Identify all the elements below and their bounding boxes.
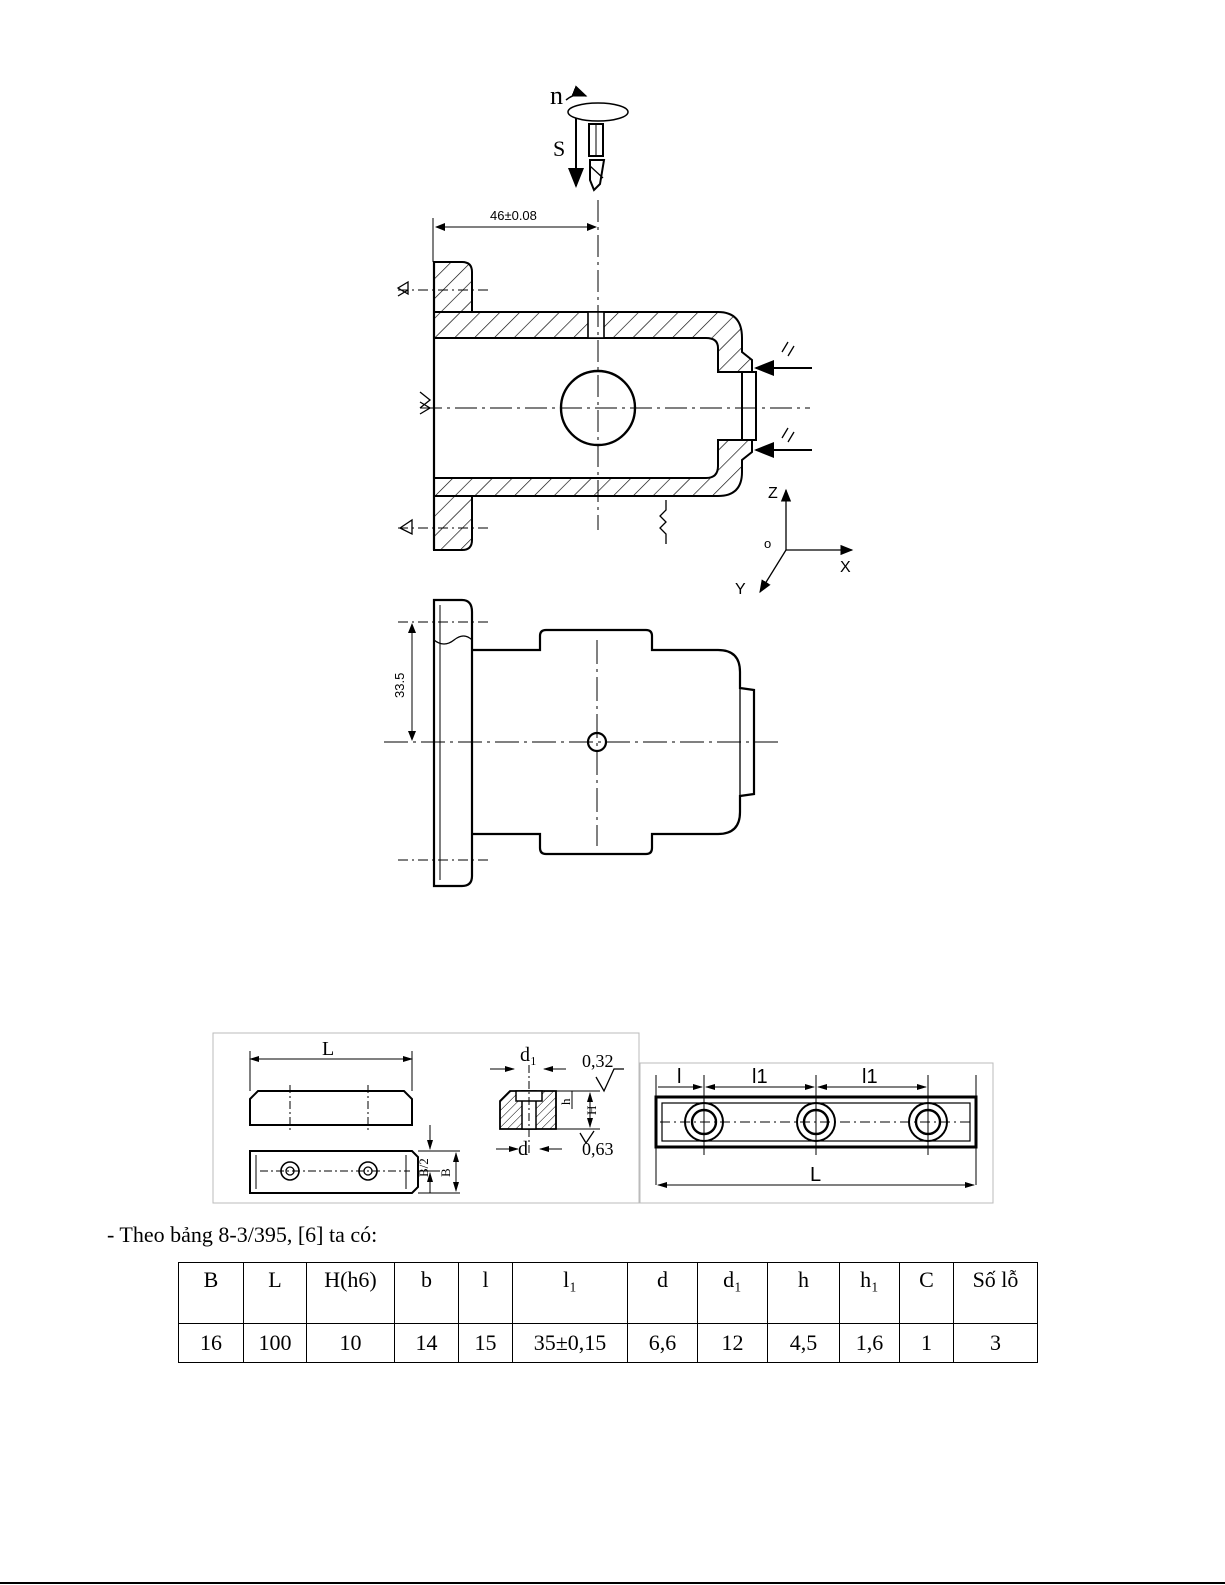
- plate-length-label-right: L: [810, 1164, 822, 1186]
- header-cell: l₁: [513, 1263, 628, 1324]
- coordinate-axes: [735, 485, 852, 598]
- table-row: [179, 1324, 1038, 1363]
- hole-diameter-label: d: [518, 1138, 528, 1160]
- header-cell: h₁: [840, 1263, 900, 1324]
- table-intro-text: - Theo bảng 8-3/395, [6] ta có:: [107, 1222, 378, 1247]
- table-cell: 4,5: [768, 1324, 840, 1363]
- spec-table: [178, 1262, 1038, 1363]
- hole-pitch-label-2: l1: [862, 1066, 878, 1088]
- header-cell: C: [900, 1263, 954, 1324]
- axis-x-label: X: [840, 559, 851, 576]
- page-bottom-rule: [0, 1582, 1225, 1584]
- table-cell: 16: [179, 1324, 244, 1363]
- plate-length-label: L: [322, 1038, 335, 1060]
- axis-origin-label: o: [764, 536, 772, 551]
- plate-views: [250, 1038, 460, 1193]
- width-label: B: [438, 1168, 453, 1177]
- header-cell: L: [244, 1263, 307, 1324]
- drill-tool: [550, 81, 628, 190]
- header-cell: h: [768, 1263, 840, 1324]
- plate-top-view: [656, 1066, 976, 1186]
- table-cell: 14: [395, 1324, 459, 1363]
- plate-section: [490, 1044, 624, 1160]
- table-header-row: [179, 1263, 1038, 1324]
- header-cell: H(h6): [307, 1263, 395, 1324]
- table-cell: 6,6: [628, 1324, 698, 1363]
- section-view: [398, 200, 812, 550]
- support-plate-drawing: [0, 1025, 1225, 1210]
- height-label: H: [584, 1105, 599, 1115]
- header-cell: b: [395, 1263, 459, 1324]
- counterbore-diameter-label: d₁: [520, 1044, 537, 1066]
- header-cell: d: [628, 1263, 698, 1324]
- header-cell: B: [179, 1263, 244, 1324]
- depth-label: h: [558, 1098, 573, 1105]
- table-cell: 12: [698, 1324, 768, 1363]
- table-cell: 15: [459, 1324, 513, 1363]
- spindle-speed-label: n: [550, 81, 563, 110]
- roughness-bottom-label: 0,63: [582, 1139, 614, 1159]
- dimension-33-5-label: 33.5: [392, 672, 407, 698]
- header-cell: d₁: [698, 1263, 768, 1324]
- dimension-46-label: 46±0.08: [490, 208, 537, 223]
- hole-pitch-label-1: l1: [752, 1066, 768, 1088]
- table-cell: 35±0,15: [513, 1324, 628, 1363]
- table-cell: 10: [307, 1324, 395, 1363]
- plan-view: [384, 600, 780, 886]
- table-cell: 3: [954, 1324, 1038, 1363]
- feed-label: S: [553, 136, 566, 161]
- dimension-46: [433, 208, 596, 262]
- edge-distance-label: l: [677, 1066, 682, 1088]
- axis-z-label: Z: [768, 485, 778, 502]
- table-cell: 100: [244, 1324, 307, 1363]
- axis-y-label: Y: [735, 581, 746, 598]
- half-width-label: B/2: [416, 1158, 431, 1177]
- table-cell: 1: [900, 1324, 954, 1363]
- header-cell: Số lỗ: [954, 1263, 1038, 1324]
- roughness-top-label: 0,32: [582, 1051, 614, 1071]
- table-cell: 1,6: [840, 1324, 900, 1363]
- header-cell: l: [459, 1263, 513, 1324]
